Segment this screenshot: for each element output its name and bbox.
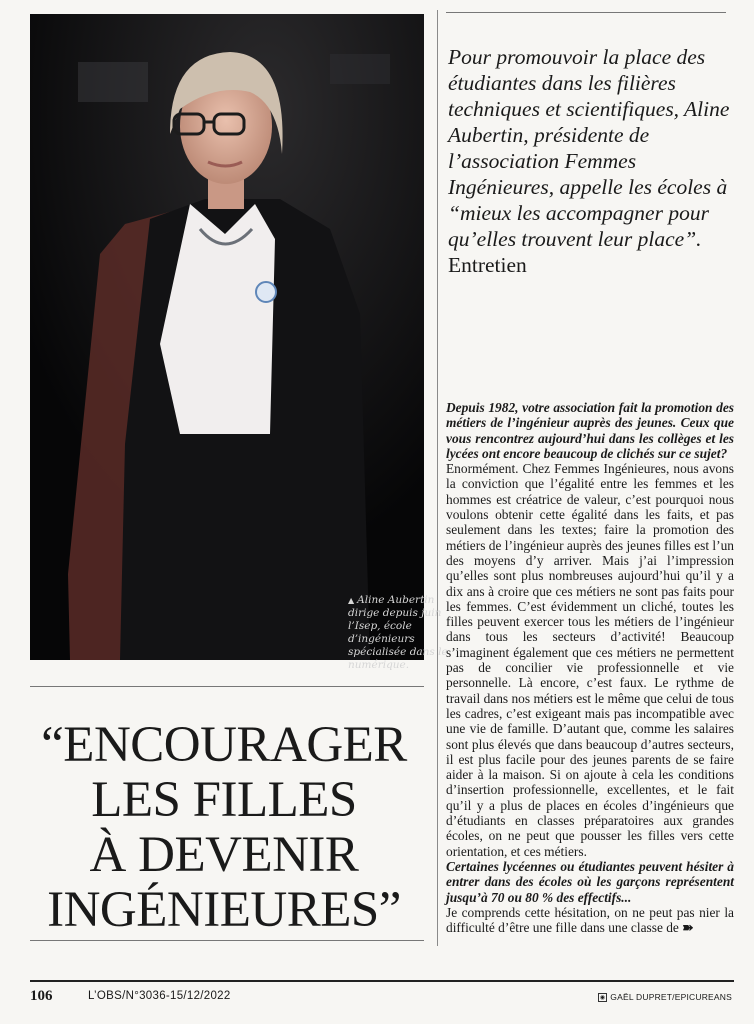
top-rule [446, 12, 726, 13]
footer-rule [30, 980, 734, 982]
issue-info: L’OBS/N°3036-15/12/2022 [88, 990, 231, 1002]
portrait-illustration [30, 14, 424, 660]
article-body [446, 400, 734, 935]
column-rule [437, 10, 438, 946]
answer-2 [446, 905, 734, 936]
headline [24, 718, 424, 938]
question-1: Depuis 1982, votre association fait la promotion des métiers de l’ingénieur auprès des jeunes. Ceux que vous rencontrez aujourd’hui dans les collèges et les lycées ont encore beaucoup de clichés sur ce sujet? [446, 400, 734, 461]
intro-text: Pour promouvoir la place des étudiantes dans les filières techniques et scientifiques, Aline Aubertin, présidente de l’association Femmes Ingénieures, appelle les écoles à “mieux les accompagner pour qu’elles trouvent leur place”. [448, 45, 730, 251]
photo-credit-text: GAËL DUPRET/EPICUREANS [610, 992, 732, 1002]
headline-rule-bottom [30, 940, 424, 941]
answer-2-text: Je comprends cette hésitation, on ne peut pas nier la difficulté d’être une fille dans une classe de [446, 904, 734, 936]
caption-text: Aline Aubertin dirige depuis juin l’Isep, école d’ingénieurs spécialisée dans le numérique. [348, 594, 448, 671]
headline-line-4: INGÉNIEURES” [47, 882, 401, 938]
continue-arrow-icon: ➽ [682, 920, 694, 936]
page-number: 106 [30, 988, 53, 1004]
headline-line-1: “ENCOURAGER [41, 717, 407, 773]
headline-line-2: LES FILLES [91, 772, 357, 828]
headline-line-3: À DEVENIR [89, 827, 359, 883]
camera-icon: ◉ [599, 995, 606, 1001]
question-2: Certaines lycéennes ou étudiantes peuvent hésiter à entrer dans des écoles où les garçons représentent jusqu’à 70 ou 80 % des effectifs... [446, 858, 734, 905]
answer-1: Enormément. Chez Femmes Ingénieures, nous avons la conviction que l’égalité entre les femmes et les hommes est créatrice de valeur, c’est pourquoi nous voulons obtenir cette égalité dans les faits, et pas seulement dans les textes; faire la promotion des métiers de l’ingénieur auprès des jeunes filles est l’un des moyens d’y arriver. Mais j’ai l’impression qu’elles sont plus nombreuses aujourd’hui qu’il y a dix ans à croire que ces métiers ne sont pas faits pour les femmes. C’est évidemment un cliché, toutes les filles peuvent exercer tous les métiers de l’ingénieur dans tous les secteurs d’activité! Beaucoup s’imaginent également que ces métiers ne permettent pas de concilier vie professionnelle et vie personnelle. Là encore, c’est faux. Le rythme de travail dans nos métiers est le même que celui de tous les cadres, c’est exigeant mais pas incompatible avec une vie de famille. D’autant que, comme les salaires sont plus élevés que dans beaucoup d’autres secteurs, il est plus facile pour des jeunes parents de se faire aider à la maison. Si on ajoute à cela les conditions d’insertion professionnelle, excellentes, et le fait qu’il y a plus de places en écoles d’ingénieurs que d’étudiants en classes préparatoires aux grandes écoles, on ne peut que pousser les filles vers cette orientation, et ces métiers. [446, 461, 734, 859]
portrait-photo [30, 14, 448, 671]
photo-credit [598, 992, 732, 1002]
triangle-icon: ▲ [348, 596, 355, 605]
headline-rule-top [30, 686, 424, 687]
intro-kicker: Entretien [448, 253, 527, 277]
photo-caption [348, 594, 448, 672]
article-intro [448, 44, 738, 278]
